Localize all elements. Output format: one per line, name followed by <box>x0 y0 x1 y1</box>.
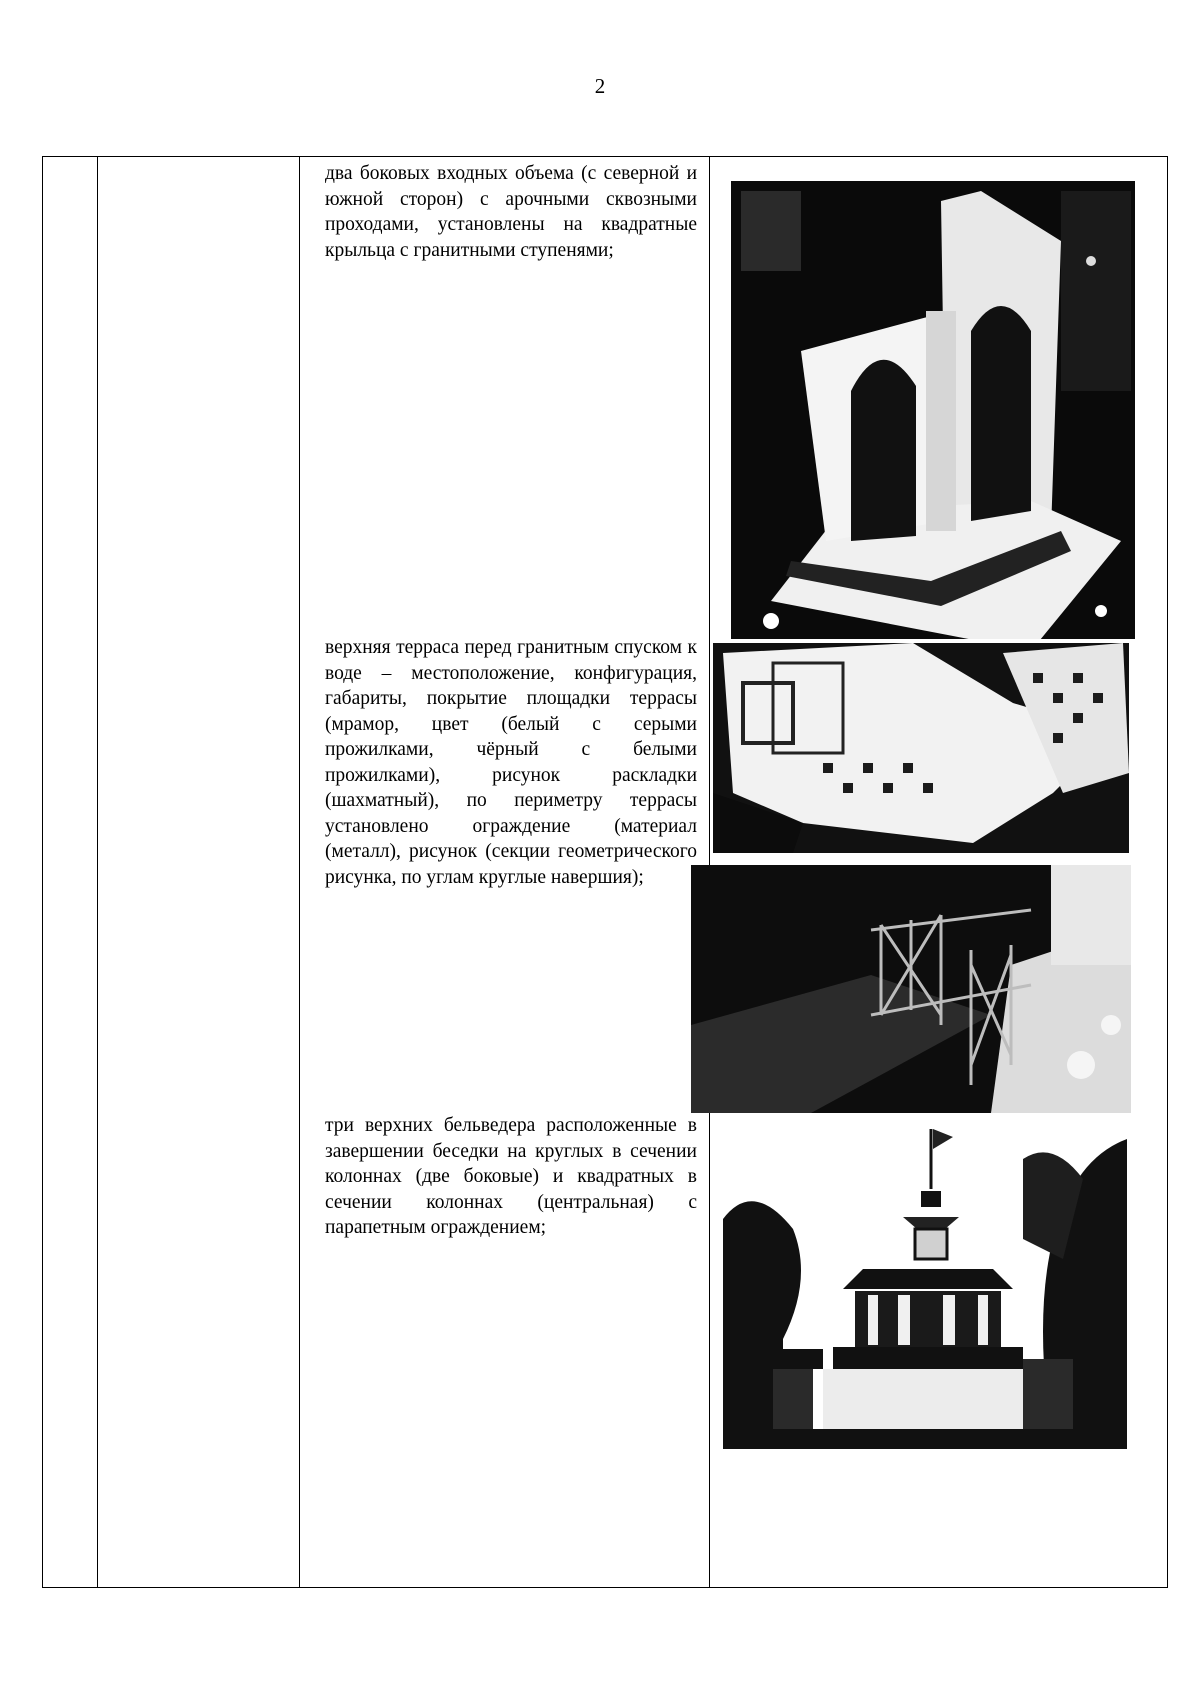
photo-side-entrance-arches <box>731 181 1135 639</box>
photo-belvedere-with-flag <box>723 1119 1127 1449</box>
column-divider-2 <box>299 157 300 1587</box>
photo-terrace-metal-railing <box>691 865 1131 1113</box>
document-table <box>42 156 1168 1588</box>
photo-terrace-marble-paving <box>713 643 1129 853</box>
column-divider-1 <box>97 157 98 1587</box>
entry-text-belvederes: три верхних бельведера расположенные в завершении беседки на круглых в сечении колоннах (две боковые) и квадратных в сечении колоннах (центральная) с парапетным ограждением; <box>325 1115 697 1238</box>
page-number: 2 <box>594 74 606 98</box>
entry-text-side-entrances: два боковых входных объема (с северной и южной сторон) с арочными сквозными проходами, установлены на квадратные крыльца с гранитными ступенями; <box>325 163 697 261</box>
entry-text-upper-terrace: верхняя терраса перед гранитным спуском к воде – местоположение, конфигурация, габариты, покрытие площадки террасы (мрамор, цвет (белый с серыми прожилками, чёрный с белыми прожилками), рисунок раскладки (шахматный), по периметру террасы установлено ограждение (материал (металл), рисунок (секции геометрического рисунка, по углам круглые навершия); <box>325 637 697 888</box>
